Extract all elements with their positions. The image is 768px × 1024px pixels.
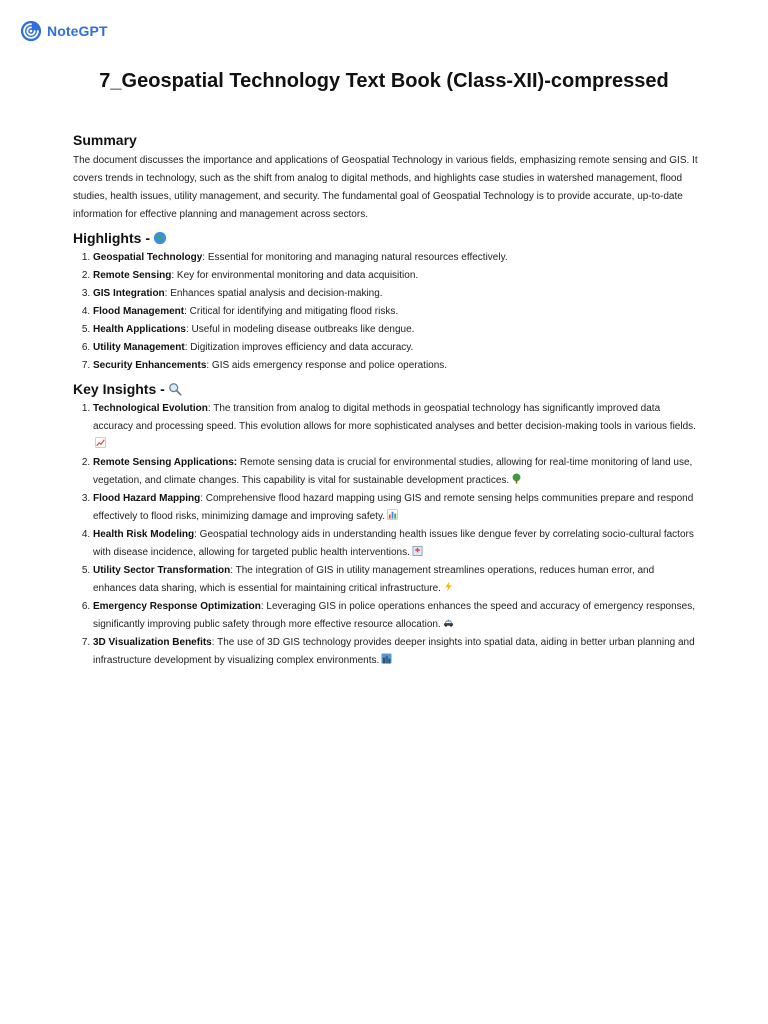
list-item — [93, 454, 699, 490]
insight-text: : Comprehensive flood hazard mapping using GIS and remote sensing helps communities prepare and respond effectively to flood risks, minimizing damage and improving safety. — [93, 493, 694, 522]
list-item — [93, 634, 699, 670]
insight-text: : The transition from analog to digital methods in geospatial technology has significantly improved data accuracy and processing speed. This evolution allows for more sophisticated analyses and better decision-making tools in various fields. — [93, 403, 696, 432]
highlights-list — [73, 249, 699, 375]
globe-icon — [153, 231, 167, 245]
insight-term: Remote Sensing Applications: — [93, 457, 238, 468]
list-item — [93, 321, 699, 339]
insight-term: Flood Hazard Mapping — [93, 493, 201, 504]
highlight-text: : Key for environmental monitoring and data acquisition. — [171, 270, 419, 281]
summary-heading: Summary — [73, 132, 137, 148]
highlight-text: : Digitization improves efficiency and data accuracy. — [184, 342, 414, 353]
list-item — [93, 267, 699, 285]
chart-up-icon — [95, 437, 106, 448]
insight-term: Health Risk Modeling — [93, 529, 195, 540]
insight-text: : Geospatial technology aids in understanding health issues like dengue fever by correlating socio-cultural factors with disease incidence, allowing for targeted public health interventions. — [93, 529, 694, 558]
insights-heading: Key Insights - — [73, 381, 165, 397]
insight-term: Technological Evolution — [93, 403, 208, 414]
cityscape-icon — [381, 653, 392, 664]
list-item — [93, 357, 699, 375]
highlight-text: : GIS aids emergency response and police operations. — [206, 360, 448, 371]
insight-term: 3D Visualization Benefits — [93, 637, 212, 648]
insights-heading-row — [73, 378, 699, 400]
highlights-heading-row — [73, 227, 699, 249]
highlights-heading: Highlights - — [73, 230, 150, 246]
insight-text: : The use of 3D GIS technology provides deeper insights into spatial data, aiding in better urban planning and infrastructure development by visualizing complex environments. — [93, 637, 695, 666]
insights-list — [73, 400, 699, 670]
list-item — [93, 285, 699, 303]
summary-paragraph: The document discusses the importance and applications of Geospatial Technology in various fields, emphasizing remote sensing and GIS. It covers trends in technology, such as the shift from analog to digital methods, and highlights case studies in watershed management, flood studies, health issues, utility management, and security. The fundamental goal of Geospatial Technology is to provide accurate, up-to-date information for effective planning and management across sectors. — [73, 155, 698, 220]
brand-logo-lockup — [20, 20, 108, 42]
list-item — [93, 303, 699, 321]
highlight-term: Geospatial Technology — [93, 252, 203, 263]
highlight-term: Health Applications — [93, 324, 186, 335]
list-item — [93, 526, 699, 562]
highlight-term: Security Enhancements — [93, 360, 207, 371]
list-item — [93, 490, 699, 526]
brand-name: NoteGPT — [47, 23, 108, 39]
insight-text: : The integration of GIS in utility management streamlines operations, reduces human error, and enhances data sharing, which is essential for maintaining critical infrastructure. — [93, 565, 655, 594]
insight-text: : Leveraging GIS in police operations enhances the speed and accuracy of emergency responses, significantly improving public safety through more effective resource allocation. — [93, 601, 695, 630]
insight-text: Remote sensing data is crucial for environmental studies, allowing for real-time monitoring of land use, vegetation, and climate changes. This capability is vital for sustainable development practices. — [93, 457, 693, 486]
list-item — [93, 339, 699, 357]
insight-term: Emergency Response Optimization — [93, 601, 261, 612]
highlight-text: : Critical for identifying and mitigating flood risks. — [184, 306, 399, 317]
insight-term: Utility Sector Transformation — [93, 565, 231, 576]
highlight-text: : Essential for monitoring and managing natural resources effectively. — [202, 252, 508, 263]
magnifier-icon — [168, 382, 182, 396]
summary-content — [73, 129, 699, 670]
bar-chart-icon — [387, 509, 398, 520]
highlight-text: : Enhances spatial analysis and decision-making. — [164, 288, 383, 299]
police-car-icon — [443, 617, 454, 628]
highlight-text: : Useful in modeling disease outbreaks like dengue. — [185, 324, 415, 335]
list-item — [93, 598, 699, 634]
highlight-term: GIS Integration — [93, 288, 165, 299]
highlight-term: Flood Management — [93, 306, 185, 317]
tree-icon — [511, 473, 522, 484]
notegpt-logo-icon — [20, 20, 42, 42]
document-title: 7_Geospatial Technology Text Book (Class-XII)-compressed — [99, 70, 669, 92]
highlight-term: Utility Management — [93, 342, 185, 353]
list-item — [93, 400, 699, 454]
hospital-icon — [412, 545, 423, 556]
list-item — [93, 249, 699, 267]
highlight-term: Remote Sensing — [93, 270, 172, 281]
lightning-icon — [443, 581, 454, 592]
list-item — [93, 562, 699, 598]
